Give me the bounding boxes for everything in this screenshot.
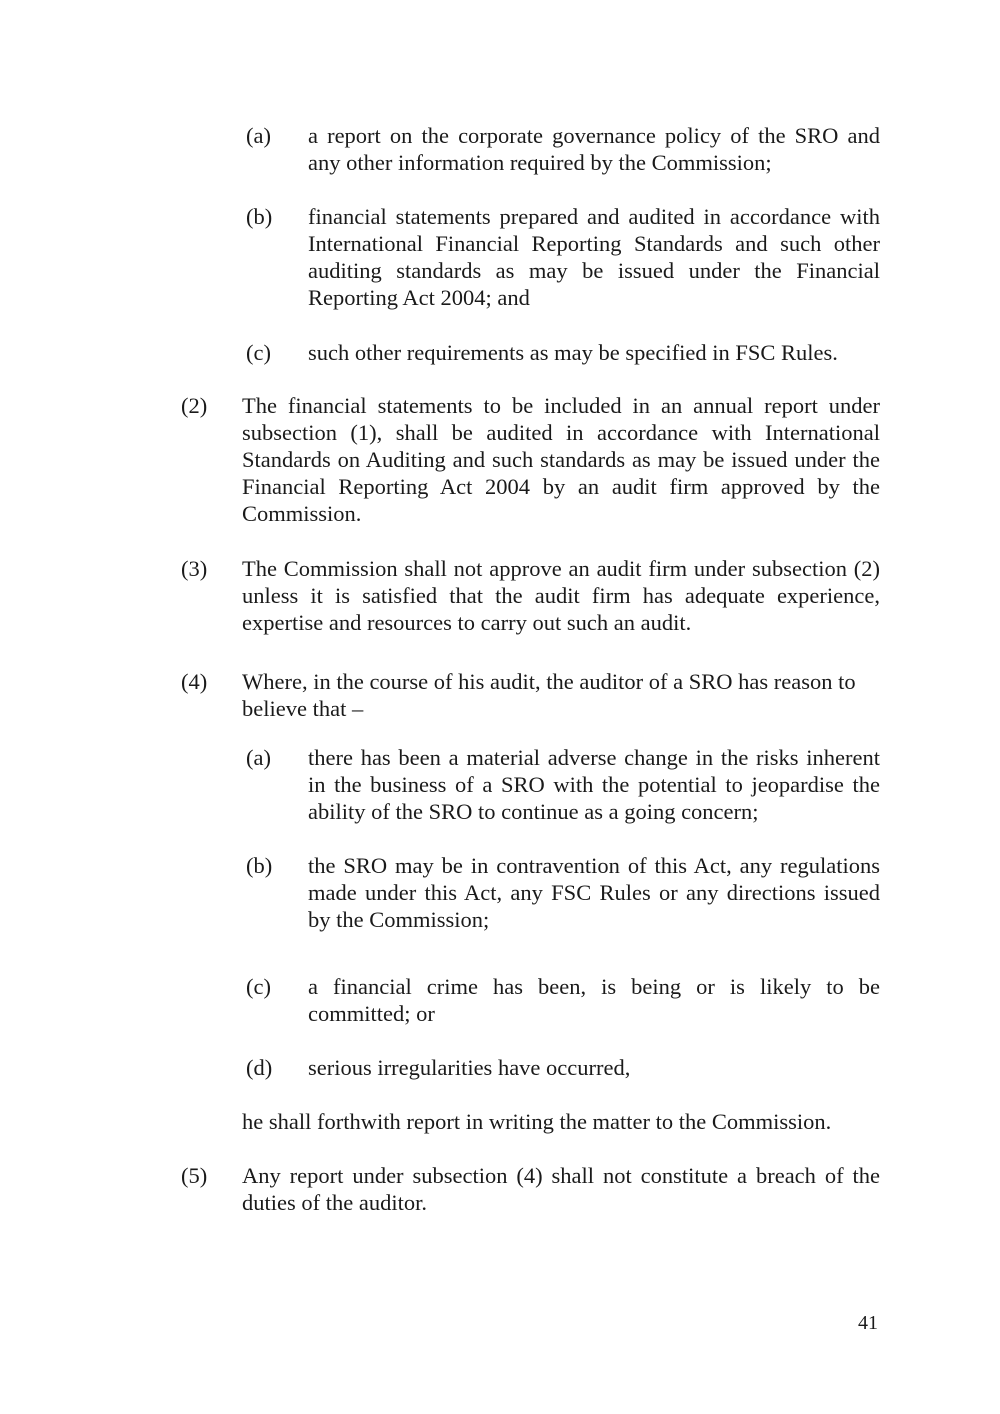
s4-item-label-d: (d) [246, 1055, 273, 1080]
item-label-c: (c) [246, 340, 271, 365]
s4-item-text-d: serious irregularities have occurred, [308, 1055, 631, 1080]
section-text-4: Where, in the course of his audit, the auditor of a SRO has reason to believe that – [242, 669, 856, 721]
section-label-2: (2) [181, 393, 208, 418]
item-text-c: such other requirements as may be specified in FSC Rules. [308, 340, 838, 365]
section-label-4: (4) [181, 669, 208, 694]
item-label-a: (a) [246, 123, 271, 148]
item-text-a: a report on the corporate governance policy of the SRO and any other information required by the Commission; [308, 123, 880, 175]
section-text-2: The financial statements to be included in an annual report under subsection (1), shall be audited in accordance with International Standards on Auditing and such standards as may be issued under the Financial Reporting Act 2004 by an audit firm approved by the Commission. [242, 393, 880, 526]
section-label-3: (3) [181, 556, 208, 581]
s4-item-label-b: (b) [246, 853, 273, 878]
section-label-5: (5) [181, 1163, 208, 1188]
item-text-b: financial statements prepared and audited in accordance with International Financial Reporting Standards and such other auditing standards as may be issued under the Financial Reporting Act 2004; and [308, 204, 880, 310]
section-text-5: Any report under subsection (4) shall not constitute a breach of the duties of the auditor. [242, 1163, 880, 1215]
page-number: 41 [858, 1312, 878, 1334]
s4-item-text-b: the SRO may be in contravention of this Act, any regulations made under this Act, any FSC Rules or any directions issued by the Commission; [308, 853, 880, 932]
s4-item-text-c: a financial crime has been, is being or is likely to be committed; or [308, 974, 880, 1026]
section-4-closing: he shall forthwith report in writing the matter to the Commission. [242, 1109, 832, 1134]
item-label-b: (b) [246, 204, 273, 229]
s4-item-text-a: there has been a material adverse change in the risks inherent in the business of a SRO with the potential to jeopardise the ability of the SRO to continue as a going concern; [308, 745, 880, 824]
section-text-3: The Commission shall not approve an audit firm under subsection (2) unless it is satisfied that the audit firm has adequate experience, expertise and resources to carry out such an audit. [242, 556, 880, 635]
s4-item-label-a: (a) [246, 745, 271, 770]
s4-item-label-c: (c) [246, 974, 271, 999]
